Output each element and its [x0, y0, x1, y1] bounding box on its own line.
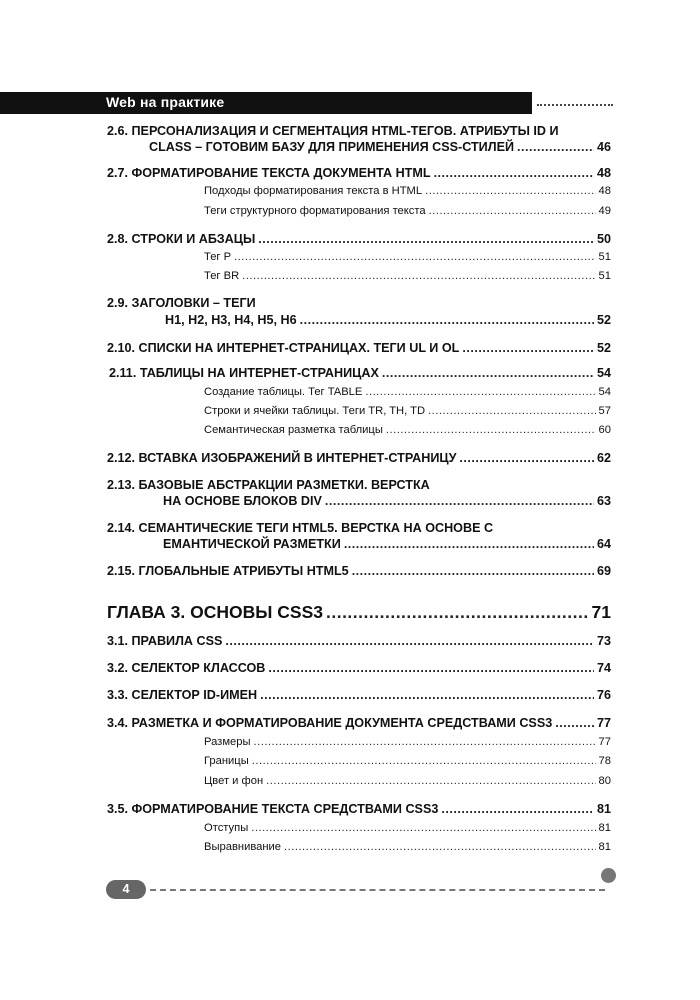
toc-entry-3-3 — [107, 688, 611, 702]
toc-subentry: Тег BR ..... 51 — [204, 270, 611, 282]
toc-page-number: 63 — [596, 494, 611, 508]
toc-entry-title: 2.10. СПИСКИ НА ИНТЕРНЕТ-СТРАНИЦАХ. ТЕГИ UL И OL — [107, 341, 460, 355]
toc-entry-title: H1, H2, H3, H4, H5, H6 — [165, 313, 297, 327]
leader-dots — [251, 822, 595, 834]
toc-entry-2-15 — [107, 564, 611, 578]
toc-page-number: 69 — [596, 564, 611, 578]
toc-entry-title: 3.2. СЕЛЕКТОР КЛАССОВ — [107, 661, 266, 675]
leader-dots — [517, 140, 594, 154]
toc-page-number: 81 — [596, 802, 611, 816]
toc-page-number: 50 — [596, 232, 611, 246]
toc-entry-2-13 — [107, 494, 611, 508]
toc-entry-title: 2.11. ТАБЛИЦЫ НА ИНТЕРНЕТ-СТРАНИЦАХ — [109, 366, 379, 380]
leader-dots — [555, 716, 594, 730]
leader-dots — [441, 802, 594, 816]
toc-entry-title: НА ОСНОВЕ БЛОКОВ DIV — [163, 494, 322, 508]
toc-entry-2-12 — [107, 451, 611, 465]
toc-entry-2-14 — [107, 537, 611, 551]
toc-entry-2-13-line1: 2.13. БАЗОВЫЕ АБСТРАКЦИИ РАЗМЕТКИ. ВЕРСТКА — [107, 478, 430, 492]
leader-dots — [386, 424, 596, 436]
toc-entry-title: 2.15. ГЛОБАЛЬНЫЕ АТРИБУТЫ HTML5 — [107, 564, 349, 578]
leader-dots — [284, 841, 596, 853]
footer-dotted-rule — [150, 889, 605, 891]
toc-entry-3-5 — [107, 802, 611, 816]
leader-dots — [234, 251, 595, 263]
leader-dots — [429, 205, 596, 217]
page-number-badge: 4 — [106, 880, 146, 899]
toc-entry-title: 3.4. РАЗМЕТКА И ФОРМАТИРОВАНИЕ ДОКУМЕНТА СРЕДСТВАМИ CSS3 — [107, 716, 553, 730]
leader-dots — [225, 634, 594, 648]
toc-page-number: 73 — [596, 634, 611, 648]
toc-subentry: Строки и ячейки таблицы. Теги TR, TH, TD ..... 57 — [204, 405, 611, 417]
leader-dots — [258, 232, 594, 246]
toc-subentry: Подходы форматирования текста в HTML ..... 48 — [204, 185, 611, 197]
toc-page-number: 64 — [596, 537, 611, 551]
toc-chapter-title: ГЛАВА 3. ОСНОВЫ CSS3 — [107, 602, 323, 622]
toc-entry-3-2 — [107, 661, 611, 675]
leader-dots — [382, 366, 594, 380]
toc-subentry: Отступы ..... 81 — [204, 822, 611, 834]
toc-subentry: Границы ..... 78 — [204, 755, 611, 767]
toc-page-number: 62 — [596, 451, 611, 465]
toc-entry-2-9-line1: 2.9. ЗАГОЛОВКИ – ТЕГИ — [107, 296, 256, 310]
toc-page-number: 46 — [596, 140, 611, 154]
toc-subentry: Размеры ..... 77 — [204, 736, 611, 748]
leader-dots — [425, 185, 595, 197]
running-header — [0, 92, 700, 114]
leader-dots — [459, 451, 594, 465]
toc-subentry: Тег P ..... 51 — [204, 251, 611, 263]
leader-dots — [434, 166, 594, 180]
toc-page-number: 74 — [596, 661, 611, 675]
toc-entry-2-8 — [107, 232, 611, 246]
toc-entry-2-10 — [107, 341, 611, 355]
leader-dots — [326, 602, 589, 623]
toc-entry-title: 3.1. ПРАВИЛА CSS — [107, 634, 223, 648]
leader-dots — [266, 775, 595, 787]
leader-dots — [325, 494, 594, 508]
header-bar — [0, 92, 532, 114]
toc-entry-2-6 — [107, 140, 611, 154]
leader-dots — [462, 341, 594, 355]
footer-dot-ornament — [601, 868, 616, 883]
toc-entry-title: 2.8. СТРОКИ И АБЗАЦЫ — [107, 232, 256, 246]
leader-dots — [260, 688, 594, 702]
header-title: Web на практике — [106, 94, 225, 110]
header-dotted-rule — [537, 104, 613, 106]
toc-entry-2-14-line1: 2.14. СЕМАНТИЧЕСКИЕ ТЕГИ HTML5. ВЕРСТКА НА ОСНОВЕ С — [107, 521, 494, 535]
toc-entry-3-4 — [107, 716, 611, 730]
toc-page-number: 54 — [596, 366, 611, 380]
leader-dots — [242, 270, 595, 282]
leader-dots — [428, 405, 595, 417]
toc-page-number: 76 — [596, 688, 611, 702]
toc-page-number: 52 — [596, 341, 611, 355]
leader-dots — [254, 736, 596, 748]
leader-dots — [365, 386, 595, 398]
toc-page-number: 48 — [596, 166, 611, 180]
toc-entry-2-6-line1: 2.6. ПЕРСОНАЛИЗАЦИЯ И СЕГМЕНТАЦИЯ HTML-ТЕГОВ. АТРИБУТЫ ID И — [107, 124, 559, 138]
toc-subentry: Теги структурного форматирования текста ..... 49 — [204, 205, 611, 217]
toc-entry-title: ЕМАНТИЧЕСКОЙ РАЗМЕТКИ — [163, 537, 341, 551]
toc-subentry: Цвет и фон ..... 80 — [204, 775, 611, 787]
toc-entry-2-11 — [109, 366, 611, 380]
toc-page-number: 71 — [591, 602, 611, 622]
leader-dots — [252, 755, 596, 767]
toc-entry-title: 2.12. ВСТАВКА ИЗОБРАЖЕНИЙ В ИНТЕРНЕТ-СТРАНИЦУ — [107, 451, 457, 465]
toc-entry-2-7 — [107, 166, 611, 180]
toc-entry-2-9 — [107, 313, 611, 327]
leader-dots — [300, 313, 594, 327]
toc-entry-3-1 — [107, 634, 611, 648]
toc-chapter-3 — [107, 602, 611, 623]
toc-page-number: 52 — [596, 313, 611, 327]
toc-subentry: Семантическая разметка таблицы ..... 60 — [204, 424, 611, 436]
toc-subentry: Создание таблицы. Тег TABLE ..... 54 — [204, 386, 611, 398]
toc-entry-title: 3.5. ФОРМАТИРОВАНИЕ ТЕКСТА СРЕДСТВАМИ CSS3 — [107, 802, 439, 816]
leader-dots — [352, 564, 594, 578]
toc-entry-title: 3.3. СЕЛЕКТОР ID-ИМЕН — [107, 688, 258, 702]
leader-dots — [344, 537, 594, 551]
toc-entry-title: CLASS – ГОТОВИМ БАЗУ ДЛЯ ПРИМЕНЕНИЯ CSS-СТИЛЕЙ — [149, 140, 515, 154]
toc-subentry: Выравнивание ..... 81 — [204, 841, 611, 853]
toc-entry-title: 2.7. ФОРМАТИРОВАНИЕ ТЕКСТА ДОКУМЕНТА HTML — [107, 166, 431, 180]
leader-dots — [268, 661, 594, 675]
toc-page-number: 77 — [596, 716, 611, 730]
